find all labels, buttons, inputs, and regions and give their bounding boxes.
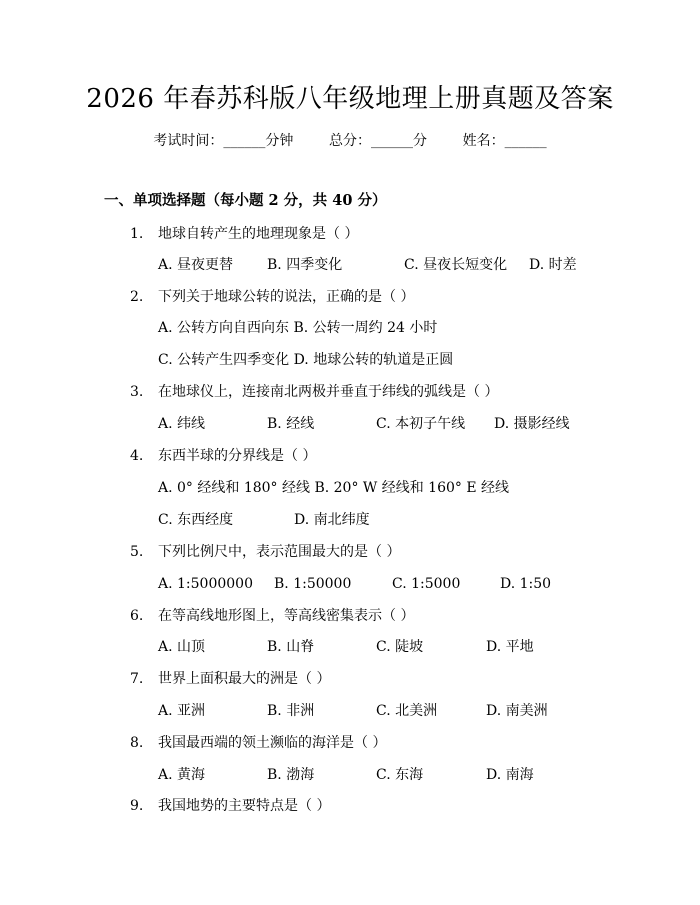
option-c: C. 东西经度 — [158, 512, 234, 528]
question-number: 9. — [130, 798, 144, 814]
option-d: D. 平地 — [486, 639, 534, 655]
question-number: 8. — [130, 735, 144, 751]
question-4 — [130, 445, 316, 467]
question-3 — [130, 381, 498, 403]
option-c: C. 本初子午线 — [376, 416, 466, 432]
option-a: A. 纬线 — [158, 416, 206, 432]
question-text: 下列关于地球公转的说法，正确的是（ ） — [158, 289, 415, 305]
option-d: D. 时差 — [529, 257, 577, 273]
option-b: B. 山脊 — [267, 639, 315, 655]
question-text: 地球自转产生的地理现象是（ ） — [158, 226, 359, 242]
question-9 — [130, 795, 330, 817]
option-c: C. 1:5000 — [392, 576, 461, 592]
question-2 — [130, 286, 414, 308]
exam-time-field: 考试时间：______分钟 — [153, 133, 294, 149]
exam-meta — [0, 130, 700, 152]
question-number: 1. — [130, 226, 144, 242]
question-text: 在等高线地形图上，等高线密集表示（ ） — [158, 608, 415, 624]
options-line-1: A. 0° 经线和 180° 经线 B. 20° W 经线和 160° E 经线 — [158, 480, 510, 496]
question-5 — [130, 541, 400, 563]
section-heading: 一、单项选择题（每小题 2 分，共 40 分） — [104, 192, 387, 209]
option-b: B. 渤海 — [267, 767, 315, 783]
option-c: C. 北美洲 — [376, 703, 438, 719]
question-text: 世界上面积最大的洲是（ ） — [158, 671, 331, 687]
option-b: B. 1:50000 — [274, 576, 352, 592]
question-text: 下列比例尺中，表示范围最大的是（ ） — [158, 544, 401, 560]
question-text: 在地球仪上，连接南北两极并垂直于纬线的弧线是（ ） — [158, 384, 499, 400]
option-b: B. 非洲 — [267, 703, 315, 719]
option-c: C. 陡坡 — [376, 639, 424, 655]
question-number: 5. — [130, 544, 144, 560]
options-line-2: C. 公转产生四季变化 D. 地球公转的轨道是正圆 — [158, 352, 454, 368]
option-a: A. 1:5000000 — [158, 576, 253, 592]
document-title: 2026 年春苏科版八年级地理上册真题及答案 — [86, 84, 614, 114]
question-text: 东西半球的分界线是（ ） — [158, 448, 317, 464]
option-b: B. 经线 — [267, 416, 315, 432]
question-number: 3. — [130, 384, 144, 400]
question-number: 7. — [130, 671, 144, 687]
question-8 — [130, 732, 386, 754]
option-d: D. 南海 — [486, 767, 534, 783]
question-1 — [130, 223, 358, 245]
option-a: A. 山顶 — [158, 639, 206, 655]
option-d: D. 南美洲 — [486, 703, 548, 719]
options-line-1: A. 公转方向自西向东 B. 公转一周约 24 小时 — [158, 320, 438, 336]
question-text: 我国最西端的领土濒临的海洋是（ ） — [158, 735, 387, 751]
total-score-field: 总分：______分 — [329, 133, 427, 149]
option-c: C. 东海 — [376, 767, 424, 783]
option-c: C. 昼夜长短变化 — [404, 257, 508, 273]
option-d: D. 摄影经线 — [494, 416, 570, 432]
question-number: 2. — [130, 289, 144, 305]
question-number: 6. — [130, 608, 144, 624]
option-d: D. 南北纬度 — [294, 512, 370, 528]
option-a: A. 昼夜更替 — [158, 257, 234, 273]
option-a: A. 亚洲 — [158, 703, 206, 719]
option-b: B. 四季变化 — [267, 257, 343, 273]
question-number: 4. — [130, 448, 144, 464]
name-field: 姓名：______ — [462, 133, 547, 149]
option-a: A. 黄海 — [158, 767, 206, 783]
question-text: 我国地势的主要特点是（ ） — [158, 798, 331, 814]
option-d: D. 1:50 — [500, 576, 552, 592]
question-7 — [130, 668, 330, 690]
question-6 — [130, 605, 414, 627]
